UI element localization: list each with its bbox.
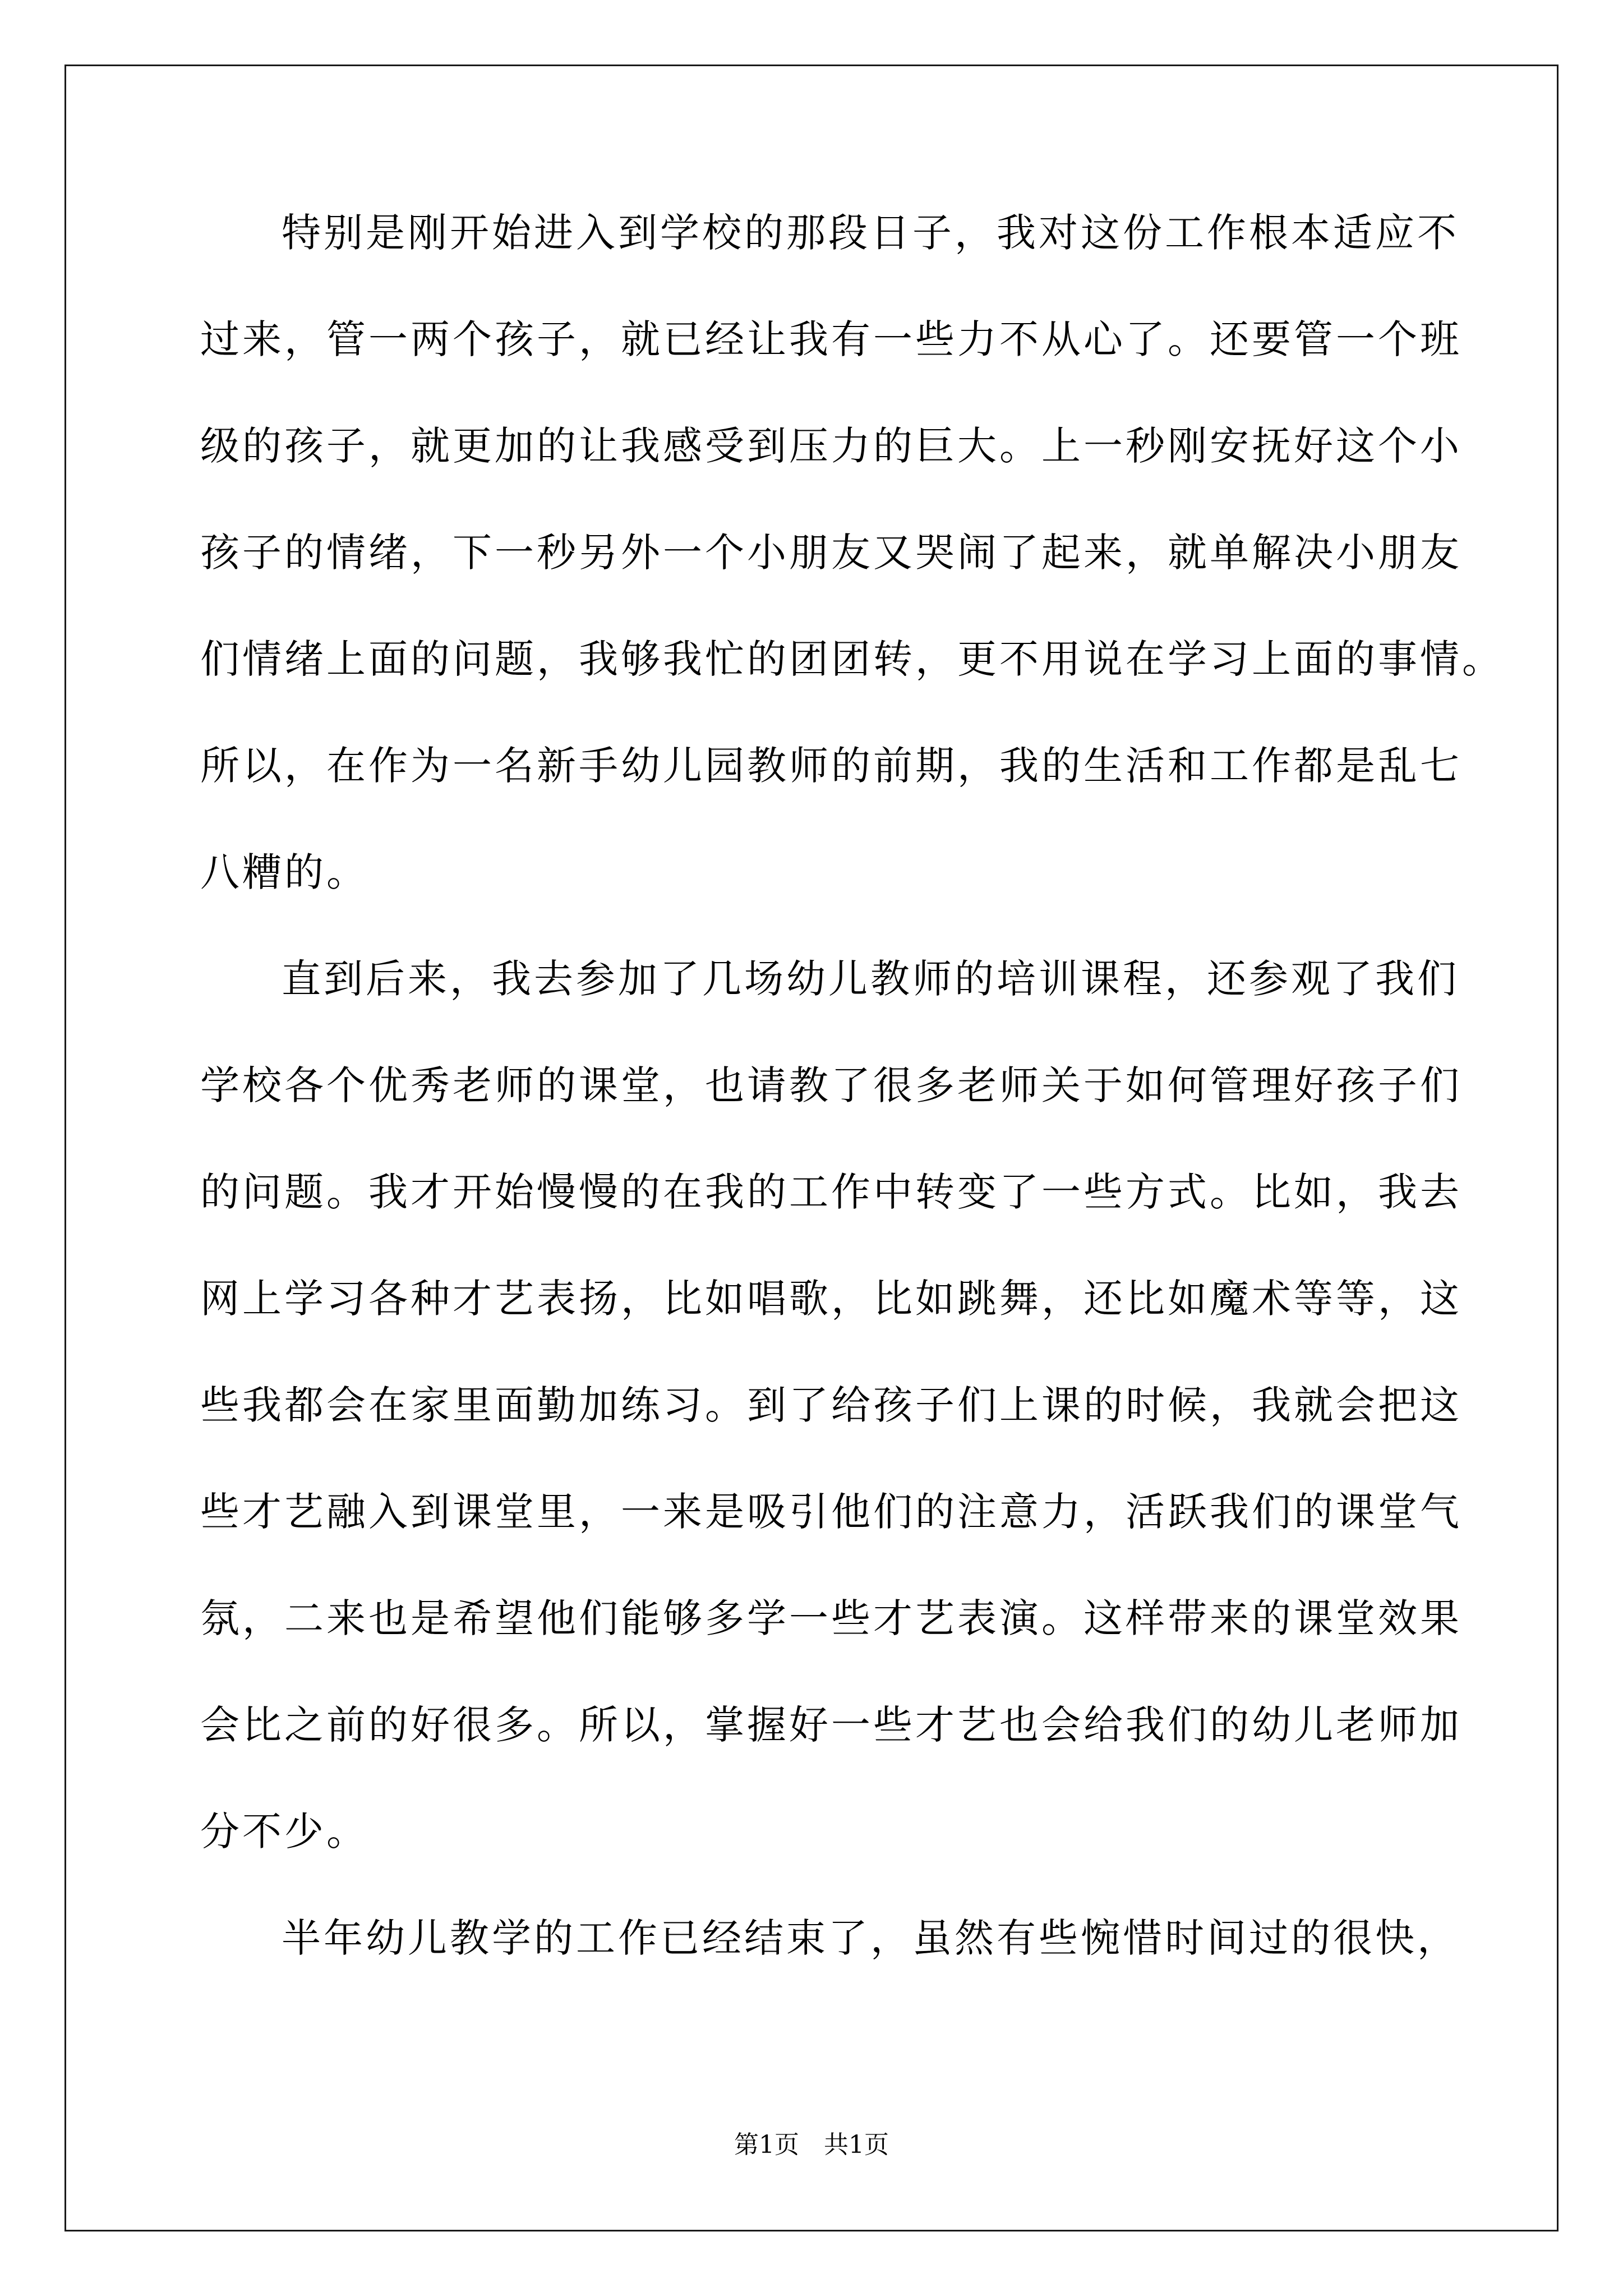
text-line: 会比之前的好很多。所以，掌握好一些才艺也会给我们的幼儿老师加 xyxy=(200,1702,1462,1748)
text-line: 半年幼儿教学的工作已经结束了，虽然有些惋惜时间过的很快， xyxy=(282,1915,1459,1961)
text-line: 八糟的。 xyxy=(200,849,368,895)
text-line: 学校各个优秀老师的课堂，也请教了很多老师关于如何管理好孩子们 xyxy=(200,1062,1462,1108)
text-line: 级的孩子，就更加的让我感受到压力的巨大。上一秒刚安抚好这个小 xyxy=(200,423,1462,469)
text-line: 些才艺融入到课堂里，一来是吸引他们的注意力，活跃我们的课堂气 xyxy=(200,1489,1462,1535)
text-line: 孩子的情绪，下一秒另外一个小朋友又哭闹了起来，就单解决小朋友 xyxy=(200,530,1462,576)
text-line: 所以，在作为一名新手幼儿园教师的前期，我的生活和工作都是乱七 xyxy=(200,743,1462,789)
text-line: 直到后来，我去参加了几场幼儿教师的培训课程，还参观了我们 xyxy=(282,956,1459,1002)
text-line: 特别是刚开始进入到学校的那段日子，我对这份工作根本适应不 xyxy=(282,210,1459,256)
text-line: 的问题。我才开始慢慢的在我的工作中转变了一些方式。比如，我去 xyxy=(200,1169,1462,1215)
page-number: 第1页 共1页 xyxy=(734,2131,889,2159)
text-line: 过来，管一两个孩子，就已经让我有一些力不从心了。还要管一个班 xyxy=(200,316,1462,362)
text-line: 们情绪上面的问题，我够我忙的团团转，更不用说在学习上面的事情。 xyxy=(200,636,1504,682)
text-line: 分不少。 xyxy=(200,1809,368,1855)
text-line: 氛，二来也是希望他们能够多学一些才艺表演。这样带来的课堂效果 xyxy=(200,1595,1462,1641)
text-line: 些我都会在家里面勤加练习。到了给孩子们上课的时候，我就会把这 xyxy=(200,1382,1462,1428)
document-body xyxy=(200,210,1504,2025)
text-line: 网上学习各种才艺表扬，比如唱歌，比如跳舞，还比如魔术等等，这 xyxy=(200,1276,1462,1322)
